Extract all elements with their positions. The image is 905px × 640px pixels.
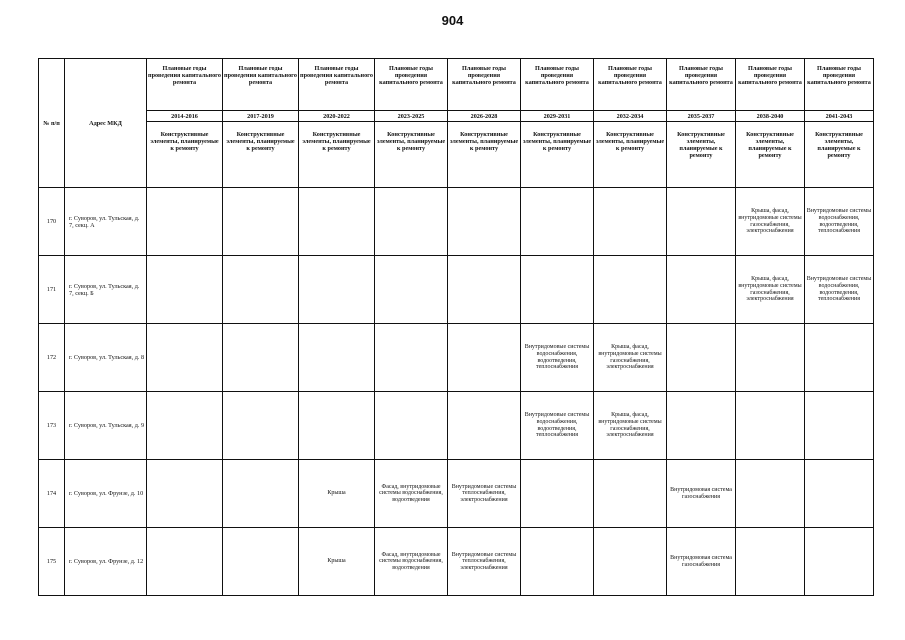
- repair-cell: [448, 256, 521, 324]
- row-number: 172: [39, 324, 65, 392]
- repair-cell: [299, 188, 375, 256]
- header-period: Плановые годы проведения капитального ремонта: [448, 59, 521, 111]
- header-num: № п/п: [39, 59, 65, 188]
- repair-cell: Крыша: [299, 460, 375, 528]
- header-elements: Конструктивные элементы, планируемые к ремонту: [448, 122, 521, 188]
- row-address: г. Суворов, ул. Тульская, д. 9: [65, 392, 147, 460]
- repair-cell: [667, 256, 736, 324]
- header-elements: Конструктивные элементы, планируемые к ремонту: [805, 122, 874, 188]
- header-year: 2023-2025: [375, 111, 448, 122]
- header-year: 2020-2022: [299, 111, 375, 122]
- repair-cell: [448, 324, 521, 392]
- repair-cell: [299, 324, 375, 392]
- repair-cell: [805, 528, 874, 596]
- header-year: 2014-2016: [147, 111, 223, 122]
- repair-cell: [147, 460, 223, 528]
- table-row: [39, 460, 874, 528]
- repair-cell: [667, 392, 736, 460]
- repair-cell: Крыша, фасад, внутридомовые системы газоснабжения, электроснабжения: [736, 188, 805, 256]
- repair-cell: [223, 392, 299, 460]
- repair-cell: Внутридомовые системы водоснабжения, водоотведения, теплоснабжения: [521, 324, 594, 392]
- repair-cell: [805, 392, 874, 460]
- repair-cell: [223, 460, 299, 528]
- repair-cell: [736, 392, 805, 460]
- header-year: 2017-2019: [223, 111, 299, 122]
- row-number: 174: [39, 460, 65, 528]
- repair-cell: [521, 460, 594, 528]
- repair-cell: [223, 324, 299, 392]
- repair-cell: Фасад, внутридомовые системы водоснабжения, водоотведения: [375, 460, 448, 528]
- row-address: г. Суворов, ул. Тульская, д. 7, секц. А: [65, 188, 147, 256]
- repair-cell: [667, 324, 736, 392]
- repair-cell: [521, 256, 594, 324]
- repair-cell: [736, 528, 805, 596]
- table-row: [39, 392, 874, 460]
- header-period: Плановые годы проведения капитального ремонта: [805, 59, 874, 111]
- header-elements: Конструктивные элементы, планируемые к ремонту: [736, 122, 805, 188]
- repair-cell: [223, 256, 299, 324]
- repair-cell: [521, 188, 594, 256]
- repair-cell: [521, 528, 594, 596]
- repair-cell: [448, 188, 521, 256]
- repair-cell: [805, 324, 874, 392]
- repair-cell: Внутридомовые системы водоснабжения, водоотведения, теплоснабжения: [805, 188, 874, 256]
- repair-cell: [375, 392, 448, 460]
- header-row-years: [39, 111, 874, 122]
- repair-cell: Внутридомовые системы теплоснабжения, электроснабжения: [448, 528, 521, 596]
- header-period: Плановые годы проведения капитального ремонта: [223, 59, 299, 111]
- row-address: г. Суворов, ул. Фрунзе, д. 10: [65, 460, 147, 528]
- repair-cell: Фасад, внутридомовые системы водоснабжения, водоотведения: [375, 528, 448, 596]
- header-elements: Конструктивные элементы, планируемые к ремонту: [521, 122, 594, 188]
- row-number: 175: [39, 528, 65, 596]
- header-year: 2041-2043: [805, 111, 874, 122]
- table-row: [39, 528, 874, 596]
- repair-cell: [375, 256, 448, 324]
- header-year: 2038-2040: [736, 111, 805, 122]
- row-address: г. Суворов, ул. Тульская, д. 8: [65, 324, 147, 392]
- repair-cell: Внутридомовая система газоснабжения: [667, 528, 736, 596]
- header-period: Плановые годы проведения капитального ремонта: [521, 59, 594, 111]
- repair-cell: [375, 188, 448, 256]
- row-number: 171: [39, 256, 65, 324]
- header-elements: Конструктивные элементы, планируемые к ремонту: [375, 122, 448, 188]
- header-elements: Конструктивные элементы, планируемые к ремонту: [594, 122, 667, 188]
- repair-cell: Внутридомовые системы водоснабжения, водоотведения, теплоснабжения: [805, 256, 874, 324]
- repair-cell: [299, 392, 375, 460]
- repair-cell: Внутридомовые системы теплоснабжения, электроснабжения: [448, 460, 521, 528]
- header-row-elements: [39, 122, 874, 188]
- repair-cell: [448, 392, 521, 460]
- repair-cell: [147, 528, 223, 596]
- row-number: 173: [39, 392, 65, 460]
- header-period: Плановые годы проведения капитального ремонта: [147, 59, 223, 111]
- header-period: Плановые годы проведения капитального ремонта: [375, 59, 448, 111]
- table-row: [39, 188, 874, 256]
- header-year: 2032-2034: [594, 111, 667, 122]
- repair-cell: [594, 256, 667, 324]
- repair-cell: [147, 256, 223, 324]
- repair-cell: [147, 188, 223, 256]
- repair-cell: Крыша, фасад, внутридомовые системы газоснабжения, электроснабжения: [594, 392, 667, 460]
- repair-cell: Крыша, фасад, внутридомовые системы газоснабжения, электроснабжения: [594, 324, 667, 392]
- table-body: [39, 188, 874, 596]
- repair-cell: Крыша, фасад, внутридомовые системы газоснабжения, электроснабжения: [736, 256, 805, 324]
- repair-cell: [736, 324, 805, 392]
- repair-cell: Внутридомовые системы водоснабжения, водоотведения, теплоснабжения: [521, 392, 594, 460]
- repair-cell: [223, 528, 299, 596]
- repair-cell: [147, 324, 223, 392]
- repair-cell: [805, 460, 874, 528]
- repair-cell: Крыша: [299, 528, 375, 596]
- header-row-periods: [39, 59, 874, 111]
- repair-cell: [299, 256, 375, 324]
- repair-cell: [594, 528, 667, 596]
- header-period: Плановые годы проведения капитального ремонта: [594, 59, 667, 111]
- repair-cell: [667, 188, 736, 256]
- table-row: [39, 256, 874, 324]
- row-address: г. Суворов, ул. Фрунзе, д. 12: [65, 528, 147, 596]
- repair-cell: [736, 460, 805, 528]
- repair-cell: [594, 460, 667, 528]
- row-address: г. Суворов, ул. Тульская, д. 7, секц. Б: [65, 256, 147, 324]
- header-year: 2035-2037: [667, 111, 736, 122]
- row-number: 170: [39, 188, 65, 256]
- table-row: [39, 324, 874, 392]
- repair-cell: Внутридомовая система газоснабжения: [667, 460, 736, 528]
- repair-cell: [147, 392, 223, 460]
- capital-repair-table: [38, 58, 874, 596]
- header-period: Плановые годы проведения капитального ремонта: [667, 59, 736, 111]
- repair-cell: [375, 324, 448, 392]
- header-elements: Конструктивные элементы, планируемые к ремонту: [299, 122, 375, 188]
- header-elements: Конструктивные элементы, планируемые к ремонту: [223, 122, 299, 188]
- header-year: 2026-2028: [448, 111, 521, 122]
- repair-cell: [223, 188, 299, 256]
- header-period: Плановые годы проведения капитального ремонта: [299, 59, 375, 111]
- header-period: Плановые годы проведения капитального ремонта: [736, 59, 805, 111]
- header-year: 2029-2031: [521, 111, 594, 122]
- page-number: 904: [441, 13, 464, 28]
- header-elements: Конструктивные элементы, планируемые к ремонту: [147, 122, 223, 188]
- header-address: Адрес МКД: [65, 59, 147, 188]
- repair-cell: [594, 188, 667, 256]
- header-elements: Конструктивные элементы, планируемые к ремонту: [667, 122, 736, 188]
